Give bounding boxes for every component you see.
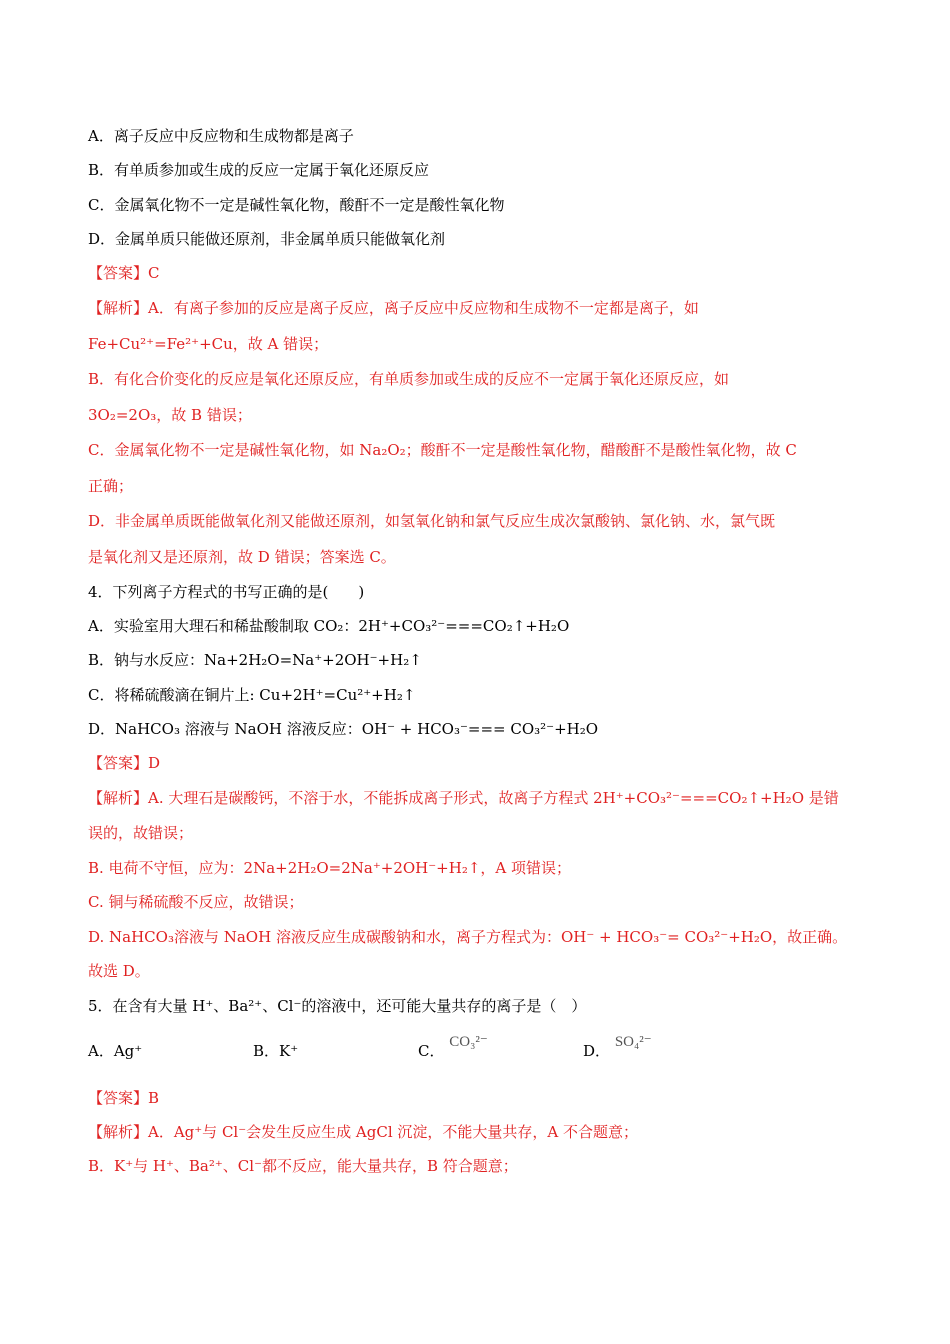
q3-explanation-line: B．有化合价变化的反应是氧化还原反应，有单质参加或生成的反应不一定属于氧化还原反应，如 [88, 370, 730, 388]
q5-option-d-formula: SO₄²⁻ [614, 1034, 652, 1050]
q3-explanation-line: 【解析】A．有离子参加的反应是离子反应，离子反应中反应物和生成物不一定都是离子，如 [88, 299, 699, 317]
q3-option-c: C．金属氧化物不一定是碱性氧化物，酸酐不一定是酸性氧化物 [88, 196, 505, 214]
q3-explanation-line: 正确； [88, 477, 134, 495]
q5-option-d [583, 1034, 652, 1063]
q5-option-a: A．Ag⁺ [88, 1042, 143, 1060]
q3-option-b: B．有单质参加或生成的反应一定属于氧化还原反应 [88, 161, 430, 179]
q5-option-c-formula: CO₃²⁻ [449, 1034, 488, 1050]
q3-explanation-line: Fe+Cu²⁺=Fe²⁺+Cu，故 A 错误； [88, 335, 329, 353]
q5-option-c [418, 1034, 488, 1063]
q4-option-d: D．NaHCO₃ 溶液与 NaOH 溶液反应：OH⁻ + HCO₃⁻=== CO₃²⁻+H₂O [88, 720, 599, 738]
q5-answer: 【答案】B [88, 1089, 160, 1107]
q5-explanation-line: 【解析】A．Ag⁺与 Cl⁻会发生反应生成 AgCl 沉淀，不能大量共存，A 不合题意； [88, 1123, 638, 1141]
q3-explanation-line: 3O₂=2O₃，故 B 错误； [88, 406, 252, 424]
q4-option-b: B．钠与水反应：Na+2H₂O=Na⁺+2OH⁻+H₂↑ [88, 651, 422, 669]
q4-option-c: C．将稀硫酸滴在铜片上: Cu+2H⁺=Cu²⁺+H₂↑ [88, 686, 416, 704]
q5-stem: 5．在含有大量 H⁺、Ba²⁺、Cl⁻的溶液中，还可能大量共存的离子是（ ） [88, 997, 587, 1015]
q4-stem: 4．下列离子方程式的书写正确的是( ) [88, 583, 365, 601]
q5-option-c-label: C． [418, 1042, 445, 1060]
q4-answer: 【答案】D [88, 754, 161, 772]
q5-explanation-line: B．K⁺与 H⁺、Ba²⁺、Cl⁻都不反应，能大量共存，B 符合题意； [88, 1157, 518, 1175]
q3-answer: 【答案】C [88, 264, 160, 282]
q4-explanation-line: D. NaHCO₃溶液与 NaOH 溶液反应生成碳酸钠和水，离子方程式为：OH⁻ + HCO₃⁻= CO₃²⁻+H₂O，故正确。 [88, 928, 848, 946]
q3-option-a: A．离子反应中反应物和生成物都是离子 [88, 127, 354, 145]
q4-explanation-line: 误的，故错误； [88, 824, 194, 842]
q3-explanation-line: 是氧化剂又是还原剂，故 D 错误；答案选 C。 [88, 548, 396, 566]
q3-option-d: D．金属单质只能做还原剂，非金属单质只能做氧化剂 [88, 230, 446, 248]
q4-explanation-line: 故选 D。 [88, 962, 150, 980]
q4-option-a: A．实验室用大理石和稀盐酸制取 CO₂：2H⁺+CO₃²⁻===CO₂↑+H₂O [88, 617, 570, 635]
q5-option-d-label: D． [583, 1042, 611, 1060]
q4-explanation-line: C. 铜与稀硫酸不反应，故错误； [88, 893, 304, 911]
q4-explanation-line: 【解析】A. 大理石是碳酸钙，不溶于水，不能拆成离子形式，故离子方程式 2H⁺+CO₃²⁻===CO₂↑+H₂O 是错 [88, 789, 839, 807]
q4-explanation-line: B. 电荷不守恒，应为：2Na+2H₂O=2Na⁺+2OH⁻+H₂↑，A 项错误； [88, 859, 572, 877]
q3-explanation-line: C．金属氧化物不一定是碱性氧化物，如 Na₂O₂；酸酐不一定是酸性氧化物，醋酸酐不是酸性氧化物，故 C [88, 441, 797, 459]
q3-explanation-line: D．非金属单质既能做氧化剂又能做还原剂，如氢氧化钠和氯气反应生成次氯酸钠、氯化钠、水，氯气既 [88, 512, 776, 530]
q5-option-b: B．K⁺ [253, 1042, 299, 1060]
